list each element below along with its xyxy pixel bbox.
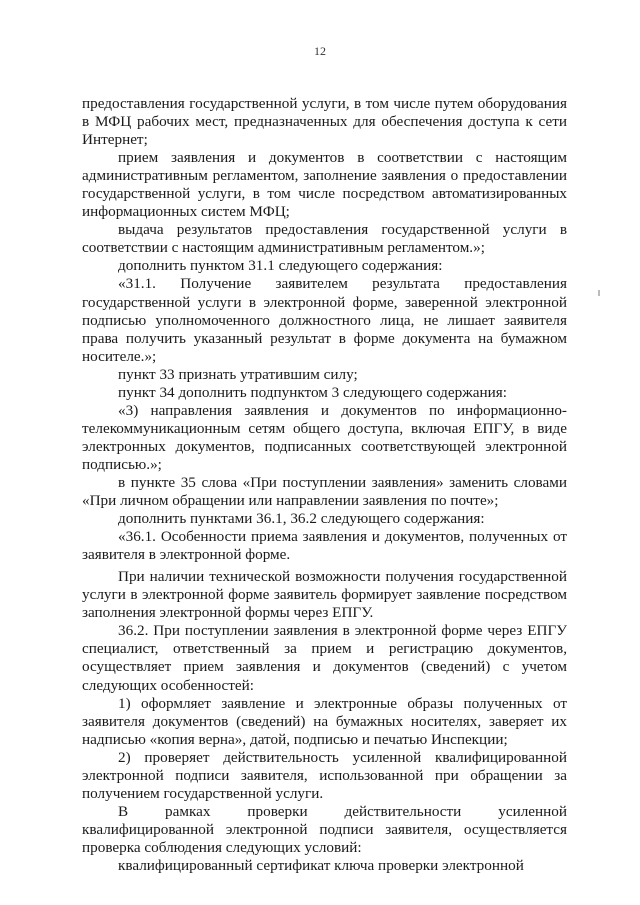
- paragraph-16: В рамках проверки действительности усиленной квалифицированной электронной подписи заявителя, осуществляется проверка соблюдения следующих условий:: [82, 802, 567, 856]
- paragraph-12: При наличии технической возможности получения государственной услуги в электронной форме заявитель формирует заявление посредством заполнения электронной формы через ЕПГУ.: [82, 568, 567, 622]
- paragraph-1: предоставления государственной услуги, в том числе путем оборудования в МФЦ рабочих мест, предназначенных для обеспечения доступа к сети Интернет;: [82, 95, 567, 149]
- paragraph-13: 36.2. При поступлении заявления в электронной форме через ЕПГУ специалист, ответственный за прием и регистрацию документов, осуществляет прием заявления и документов (сведений) с учетом следующих особенностей:: [82, 622, 567, 694]
- paragraph-17: квалифицированный сертификат ключа проверки электронной: [118, 856, 524, 874]
- document-body: [82, 95, 567, 875]
- paragraph-6: пункт 33 признать утратившим силу;: [118, 365, 358, 383]
- paragraph-14: 1) оформляет заявление и электронные образы полученных от заявителя документов (сведений) на бумажных носителях, заверяет их надписью «копия верна», датой, подписью и печатью Инспекции;: [82, 694, 567, 748]
- paragraph-2: прием заявления и документов в соответствии с настоящим административным регламентом, заполнение заявления о предоставлении государственной услуги, в том числе посредством автоматизированных информационных систем МФЦ;: [82, 149, 567, 221]
- paragraph-15: 2) проверяет действительность усиленной квалифицированной электронной подписи заявителя, использованной при обращении за получением государственной услуги.: [82, 748, 567, 802]
- paragraph-8: «3) направления заявления и документов по информационно-телекоммуникационным сетям общего доступа, включая ЕПГУ, в виде электронных документов, подписанных соответствующей электронной подписью.»;: [82, 401, 567, 473]
- paragraph-7: пункт 34 дополнить подпунктом 3 следующего содержания:: [118, 383, 507, 401]
- paragraph-9: в пункте 35 слова «При поступлении заявления» заменить словами «При личном обращении или направлении заявления по почте»;: [82, 473, 567, 510]
- paragraph-5: «31.1. Получение заявителем результата предоставления государственной услуги в электронной форме, заверенной электронной подписью уполномоченного должностного лица, не лишает заявителя права получить указанный результат в форме документа на бумажном носителе.»;: [82, 275, 567, 365]
- paragraph-10: дополнить пунктами 36.1, 36.2 следующего содержания:: [118, 510, 485, 528]
- margin-mark: [598, 290, 600, 296]
- paragraph-4: дополнить пунктом 31.1 следующего содержания:: [118, 257, 443, 275]
- page-number: 12: [314, 44, 326, 58]
- paragraph-3: выдача результатов предоставления государственной услуги в соответствии с настоящим административным регламентом.»;: [82, 221, 567, 257]
- paragraph-11: «36.1. Особенности приема заявления и документов, полученных от заявителя в электронной форме.: [82, 528, 567, 564]
